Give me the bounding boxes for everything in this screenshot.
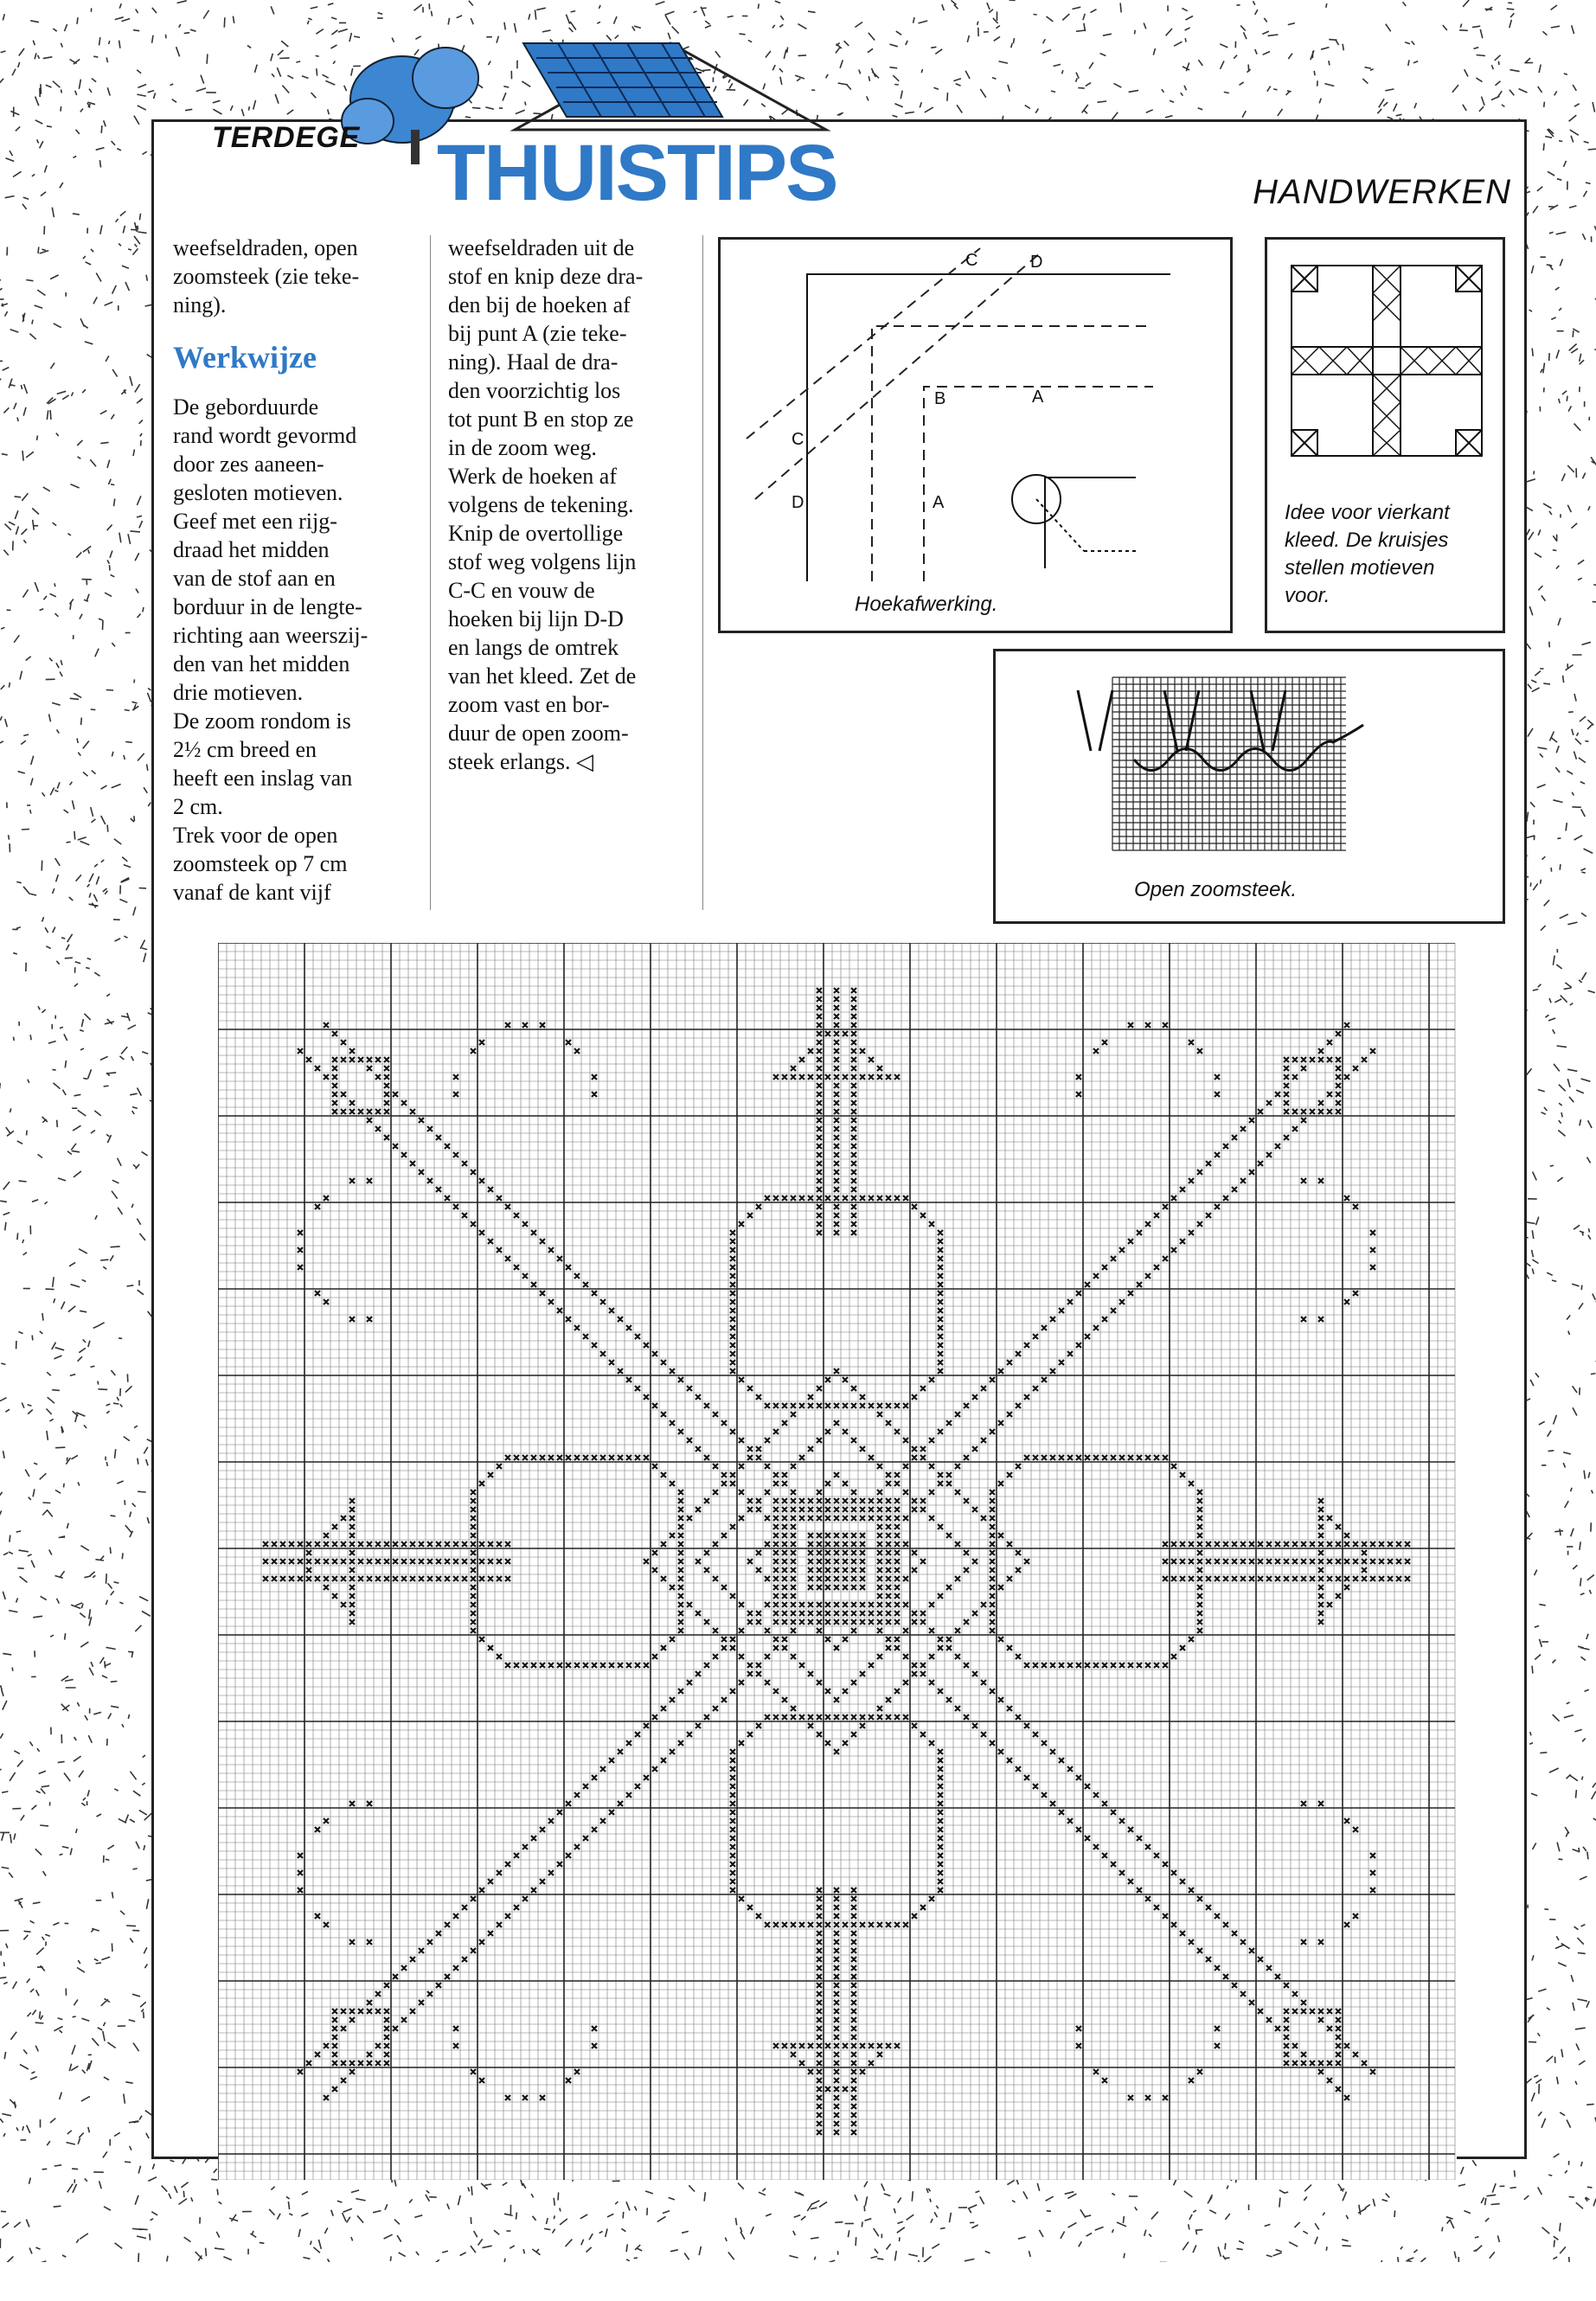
body-text-2: weefseldraden uit de stof en knip deze dra- den bij de hoeken af bij punt A (zie teke- ning). Haal de dra- den voorzichtig los tot punt B en stop ze in de zoom weg. Werk de hoeken af volgens de tekening. Knip de overtollige stof weg volgens lijn C-C en vouw de hoeken bij lijn D-D en langs de omtrek van het kleed. Zet de zoom vast en bor- duur de open zoom- steek erlangs. ◁ [448,235,644,774]
page-title: THUISTIPS [437,129,837,217]
corner-diagram [721,240,1230,631]
square-idea-figure [1265,237,1505,633]
roof-logo-icon [515,43,826,130]
page-header [151,52,1527,225]
column-divider-2 [702,235,703,910]
cross-stitch-chart [218,943,1457,2184]
label-b: B [934,389,946,408]
brand-label: TERDEGE [212,121,361,154]
label-d-top: D [1030,253,1043,272]
stitch-caption: Open zoomsteek. [1134,878,1298,901]
square-diagram [1267,240,1503,499]
cross-stitch-grid [218,943,1457,2180]
intro-text: weefseldraden, open zoomsteek (zie teke- ning). [173,235,360,317]
body-text-1: De geborduurde rand wordt gevormd door zes aaneen- gesloten motieven. Geef met een rijg- draad het midden van de stof aan en borduur in de lengte- richting aan weerszij- den van het midden drie motieven. De zoom rondom is 2½ cm breed en heeft een inslag van 2 cm. Trek voor de open zoomsteek op 7 cm vanaf de kant vijf [173,394,369,905]
label-a-top: A [1032,388,1044,407]
label-d-left: D [792,493,804,512]
stitch-diagram [996,651,1503,876]
stitch-detail [1012,475,1136,568]
text-column-2 [448,234,695,776]
label-a-side: A [933,493,945,512]
corner-caption: Hoekafwerking. [855,593,998,616]
corner-figure [718,237,1233,633]
label-c-left: C [792,430,804,449]
section-heading: Werkwijze [173,340,317,375]
label-c-top: C [965,251,978,270]
text-column-1 [173,234,424,907]
section-label: HANDWERKEN [1253,173,1511,211]
open-stitch-figure [993,649,1505,924]
square-caption: Idee voor vierkant kleed. De kruisjes stellen motieven voor. [1285,501,1450,607]
column-divider-1 [430,235,431,910]
